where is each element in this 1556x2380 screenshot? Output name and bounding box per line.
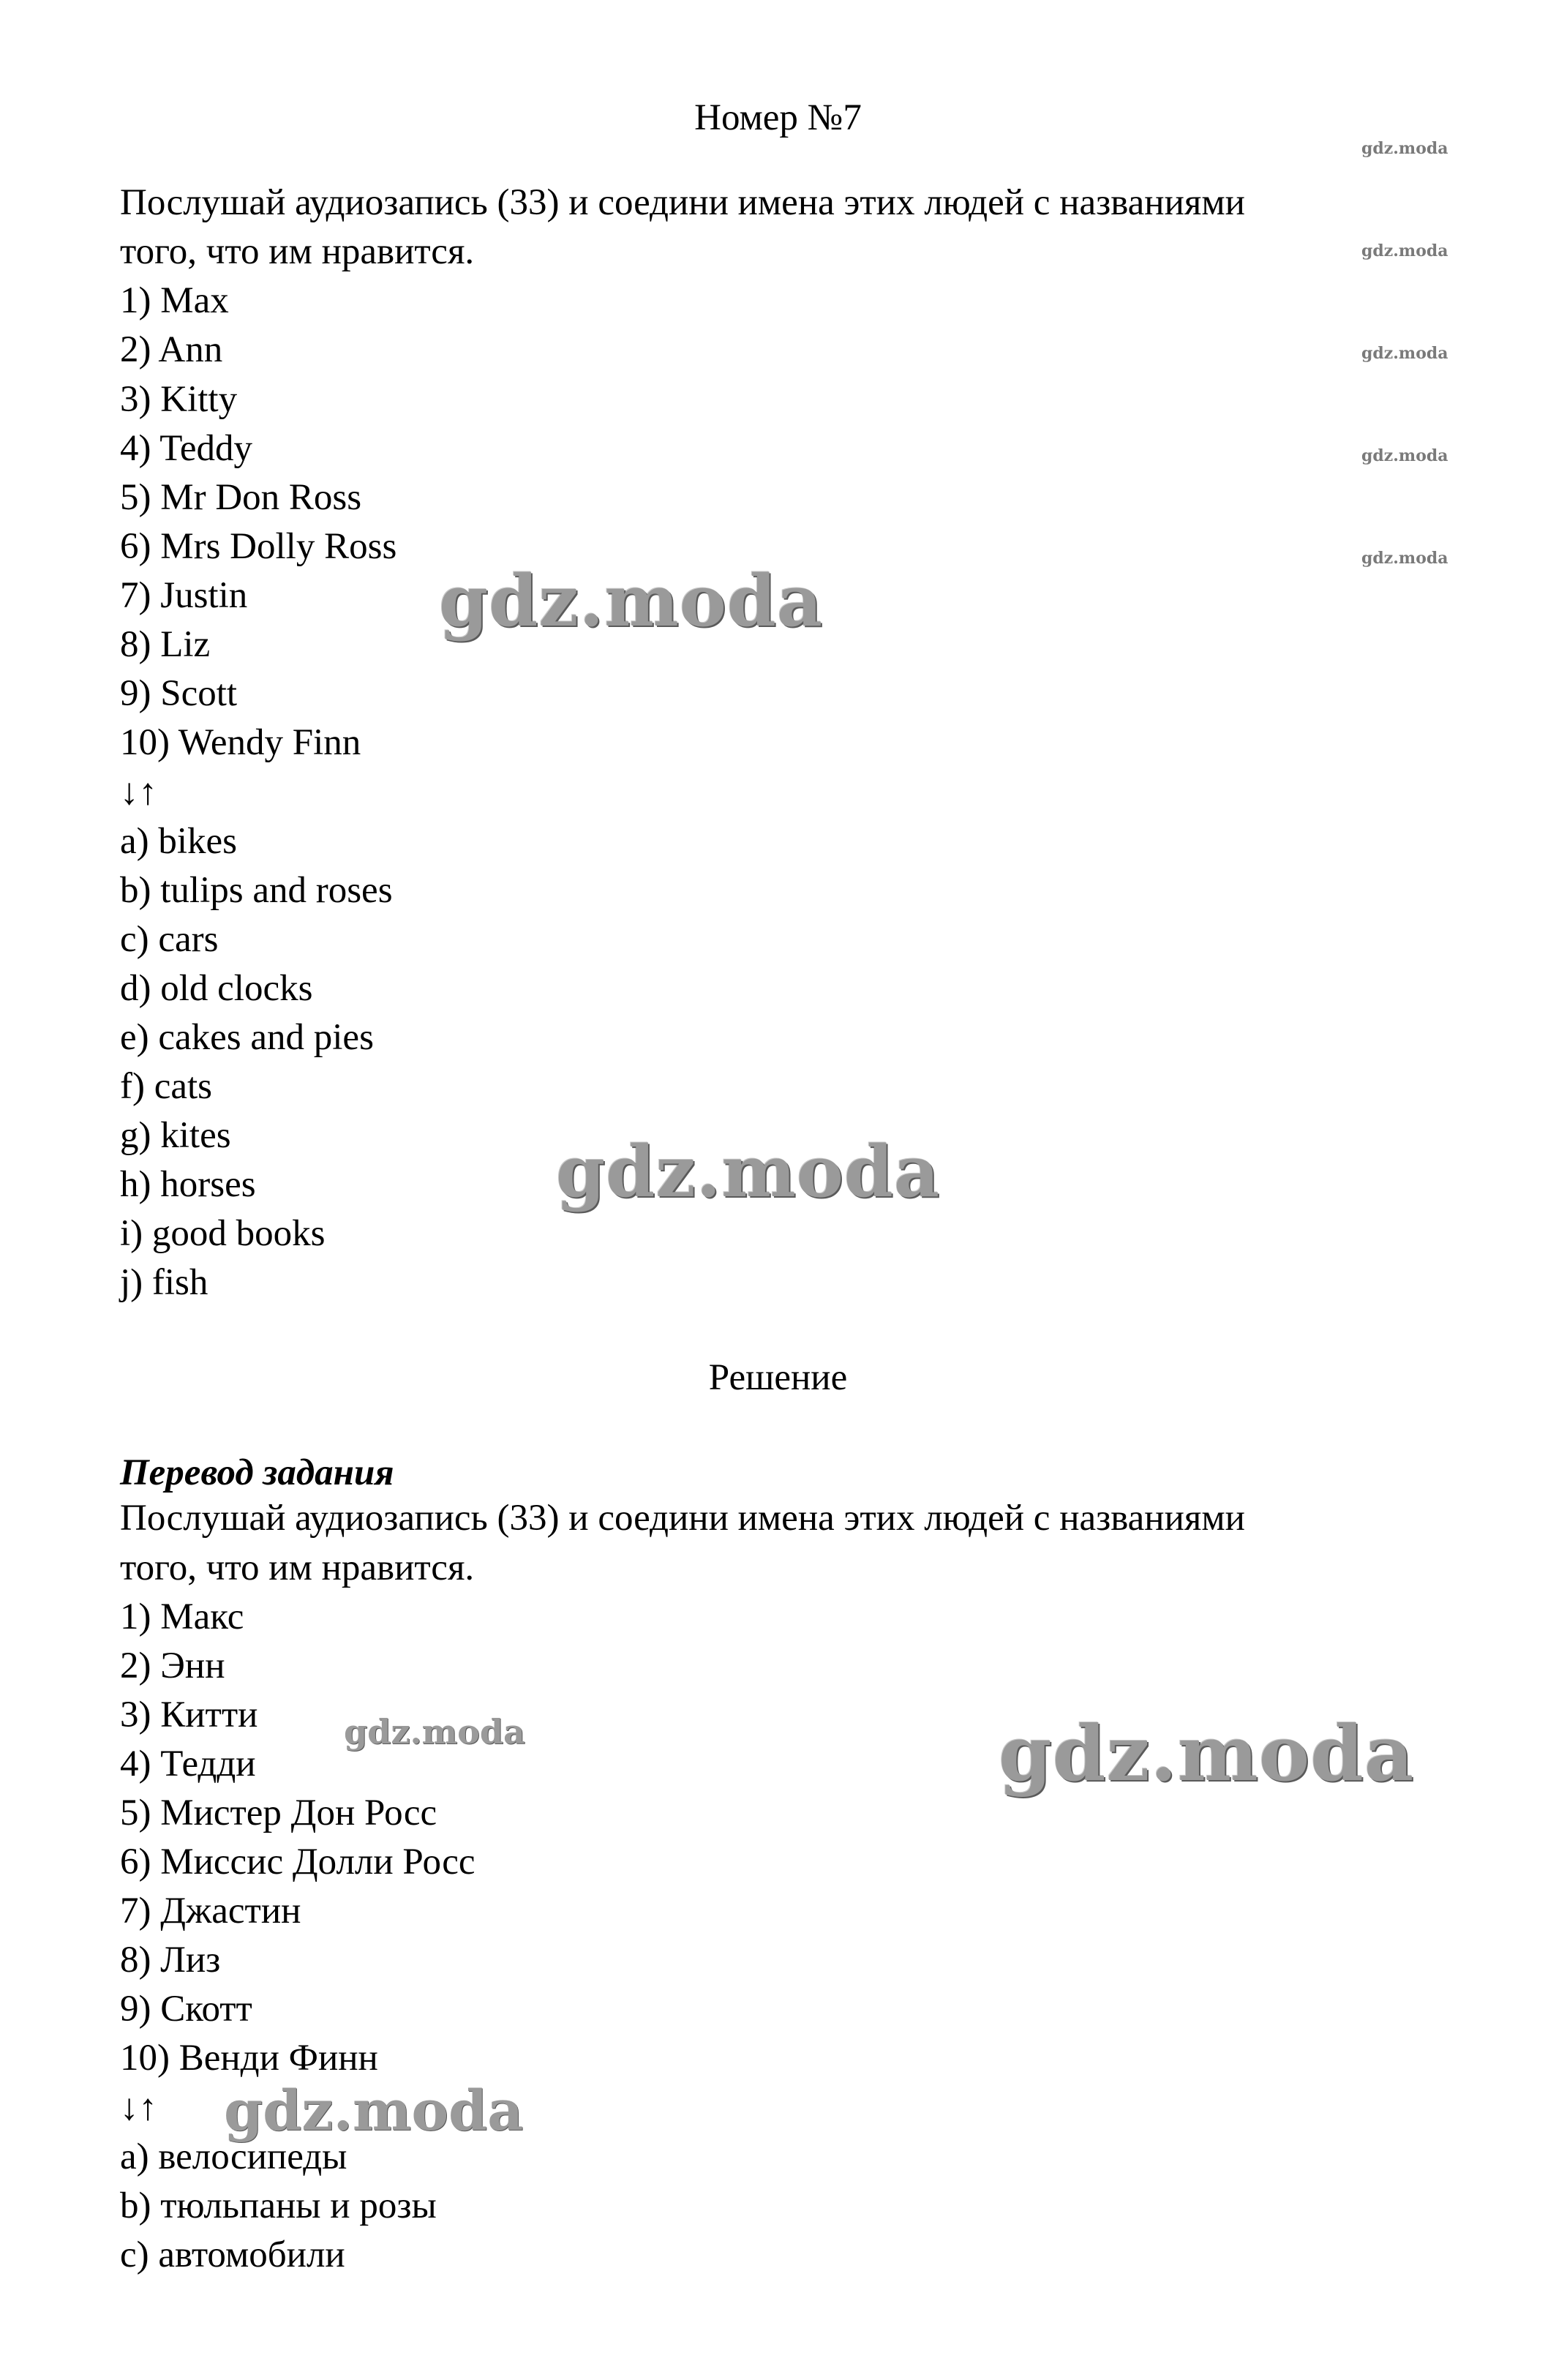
name-item: 2) Ann <box>120 329 223 370</box>
like-item: d) old clocks <box>120 968 313 1009</box>
translated-like-item: c) автомобили <box>120 2234 345 2275</box>
watermark-small: gdz.moda <box>1361 241 1448 260</box>
like-item: h) horses <box>120 1164 256 1205</box>
translated-match-arrows: ↓↑ <box>120 2087 157 2128</box>
name-item: 9) Scott <box>120 673 238 714</box>
watermark-small: gdz.moda <box>1361 549 1448 568</box>
name-item: 3) Kitty <box>120 379 238 420</box>
translation-heading: Перевод задания <box>120 1452 394 1493</box>
like-item: f) cats <box>120 1066 213 1107</box>
like-item: g) kites <box>120 1115 231 1156</box>
page-title: Номер №7 <box>694 97 862 138</box>
like-item: e) cakes and pies <box>120 1017 374 1058</box>
watermark-medium: gdz.moda <box>344 1712 525 1752</box>
task-instruction-line-1: Послушай аудиозапись (33) и соедини имена этих людей с названиями <box>120 182 1245 223</box>
name-item: 10) Wendy Finn <box>120 722 361 763</box>
translated-name-item: 5) Мистер Дон Росс <box>120 1792 437 1833</box>
translated-name-item: 7) Джастин <box>120 1891 301 1932</box>
solution-instruction-line-2: того, что им нравится. <box>120 1547 475 1588</box>
name-item: 6) Mrs Dolly Ross <box>120 526 397 567</box>
like-item: j) fish <box>120 1262 208 1303</box>
like-item: a) bikes <box>120 821 238 862</box>
solution-heading: Решение <box>708 1357 848 1398</box>
like-item: b) tulips and roses <box>120 870 393 911</box>
translated-name-item: 10) Венди Финн <box>120 2038 378 2079</box>
translated-name-item: 6) Миссис Долли Росс <box>120 1842 476 1882</box>
name-item: 8) Liz <box>120 624 211 665</box>
translated-like-item: b) тюльпаны и розы <box>120 2185 437 2226</box>
translated-name-item: 1) Макс <box>120 1596 244 1637</box>
watermark-small: gdz.moda <box>1361 446 1448 465</box>
watermark-large: gdz.moda <box>439 560 824 642</box>
translated-name-item: 3) Китти <box>120 1694 258 1735</box>
name-item: 7) Justin <box>120 575 248 616</box>
watermark-large: gdz.moda <box>999 1708 1415 1798</box>
task-instruction-line-2: того, что им нравится. <box>120 231 475 272</box>
translated-name-item: 2) Энн <box>120 1645 225 1686</box>
watermark-large: gdz.moda <box>556 1130 941 1213</box>
match-arrows: ↓↑ <box>120 772 157 813</box>
translated-name-item: 8) Лиз <box>120 1940 221 1981</box>
watermark-medium: gdz.moda <box>224 2078 524 2143</box>
translated-name-item: 4) Тедди <box>120 1743 256 1784</box>
translated-name-item: 9) Скотт <box>120 1989 252 2030</box>
like-item: c) cars <box>120 919 219 960</box>
watermark-small: gdz.moda <box>1361 344 1448 363</box>
name-item: 1) Max <box>120 280 229 321</box>
name-item: 5) Mr Don Ross <box>120 477 362 518</box>
like-item: i) good books <box>120 1213 326 1254</box>
watermark-small: gdz.moda <box>1361 139 1448 158</box>
solution-instruction-line-1: Послушай аудиозапись (33) и соедини имена этих людей с названиями <box>120 1498 1245 1539</box>
name-item: 4) Teddy <box>120 428 253 469</box>
translated-like-item: a) велосипеды <box>120 2136 347 2177</box>
